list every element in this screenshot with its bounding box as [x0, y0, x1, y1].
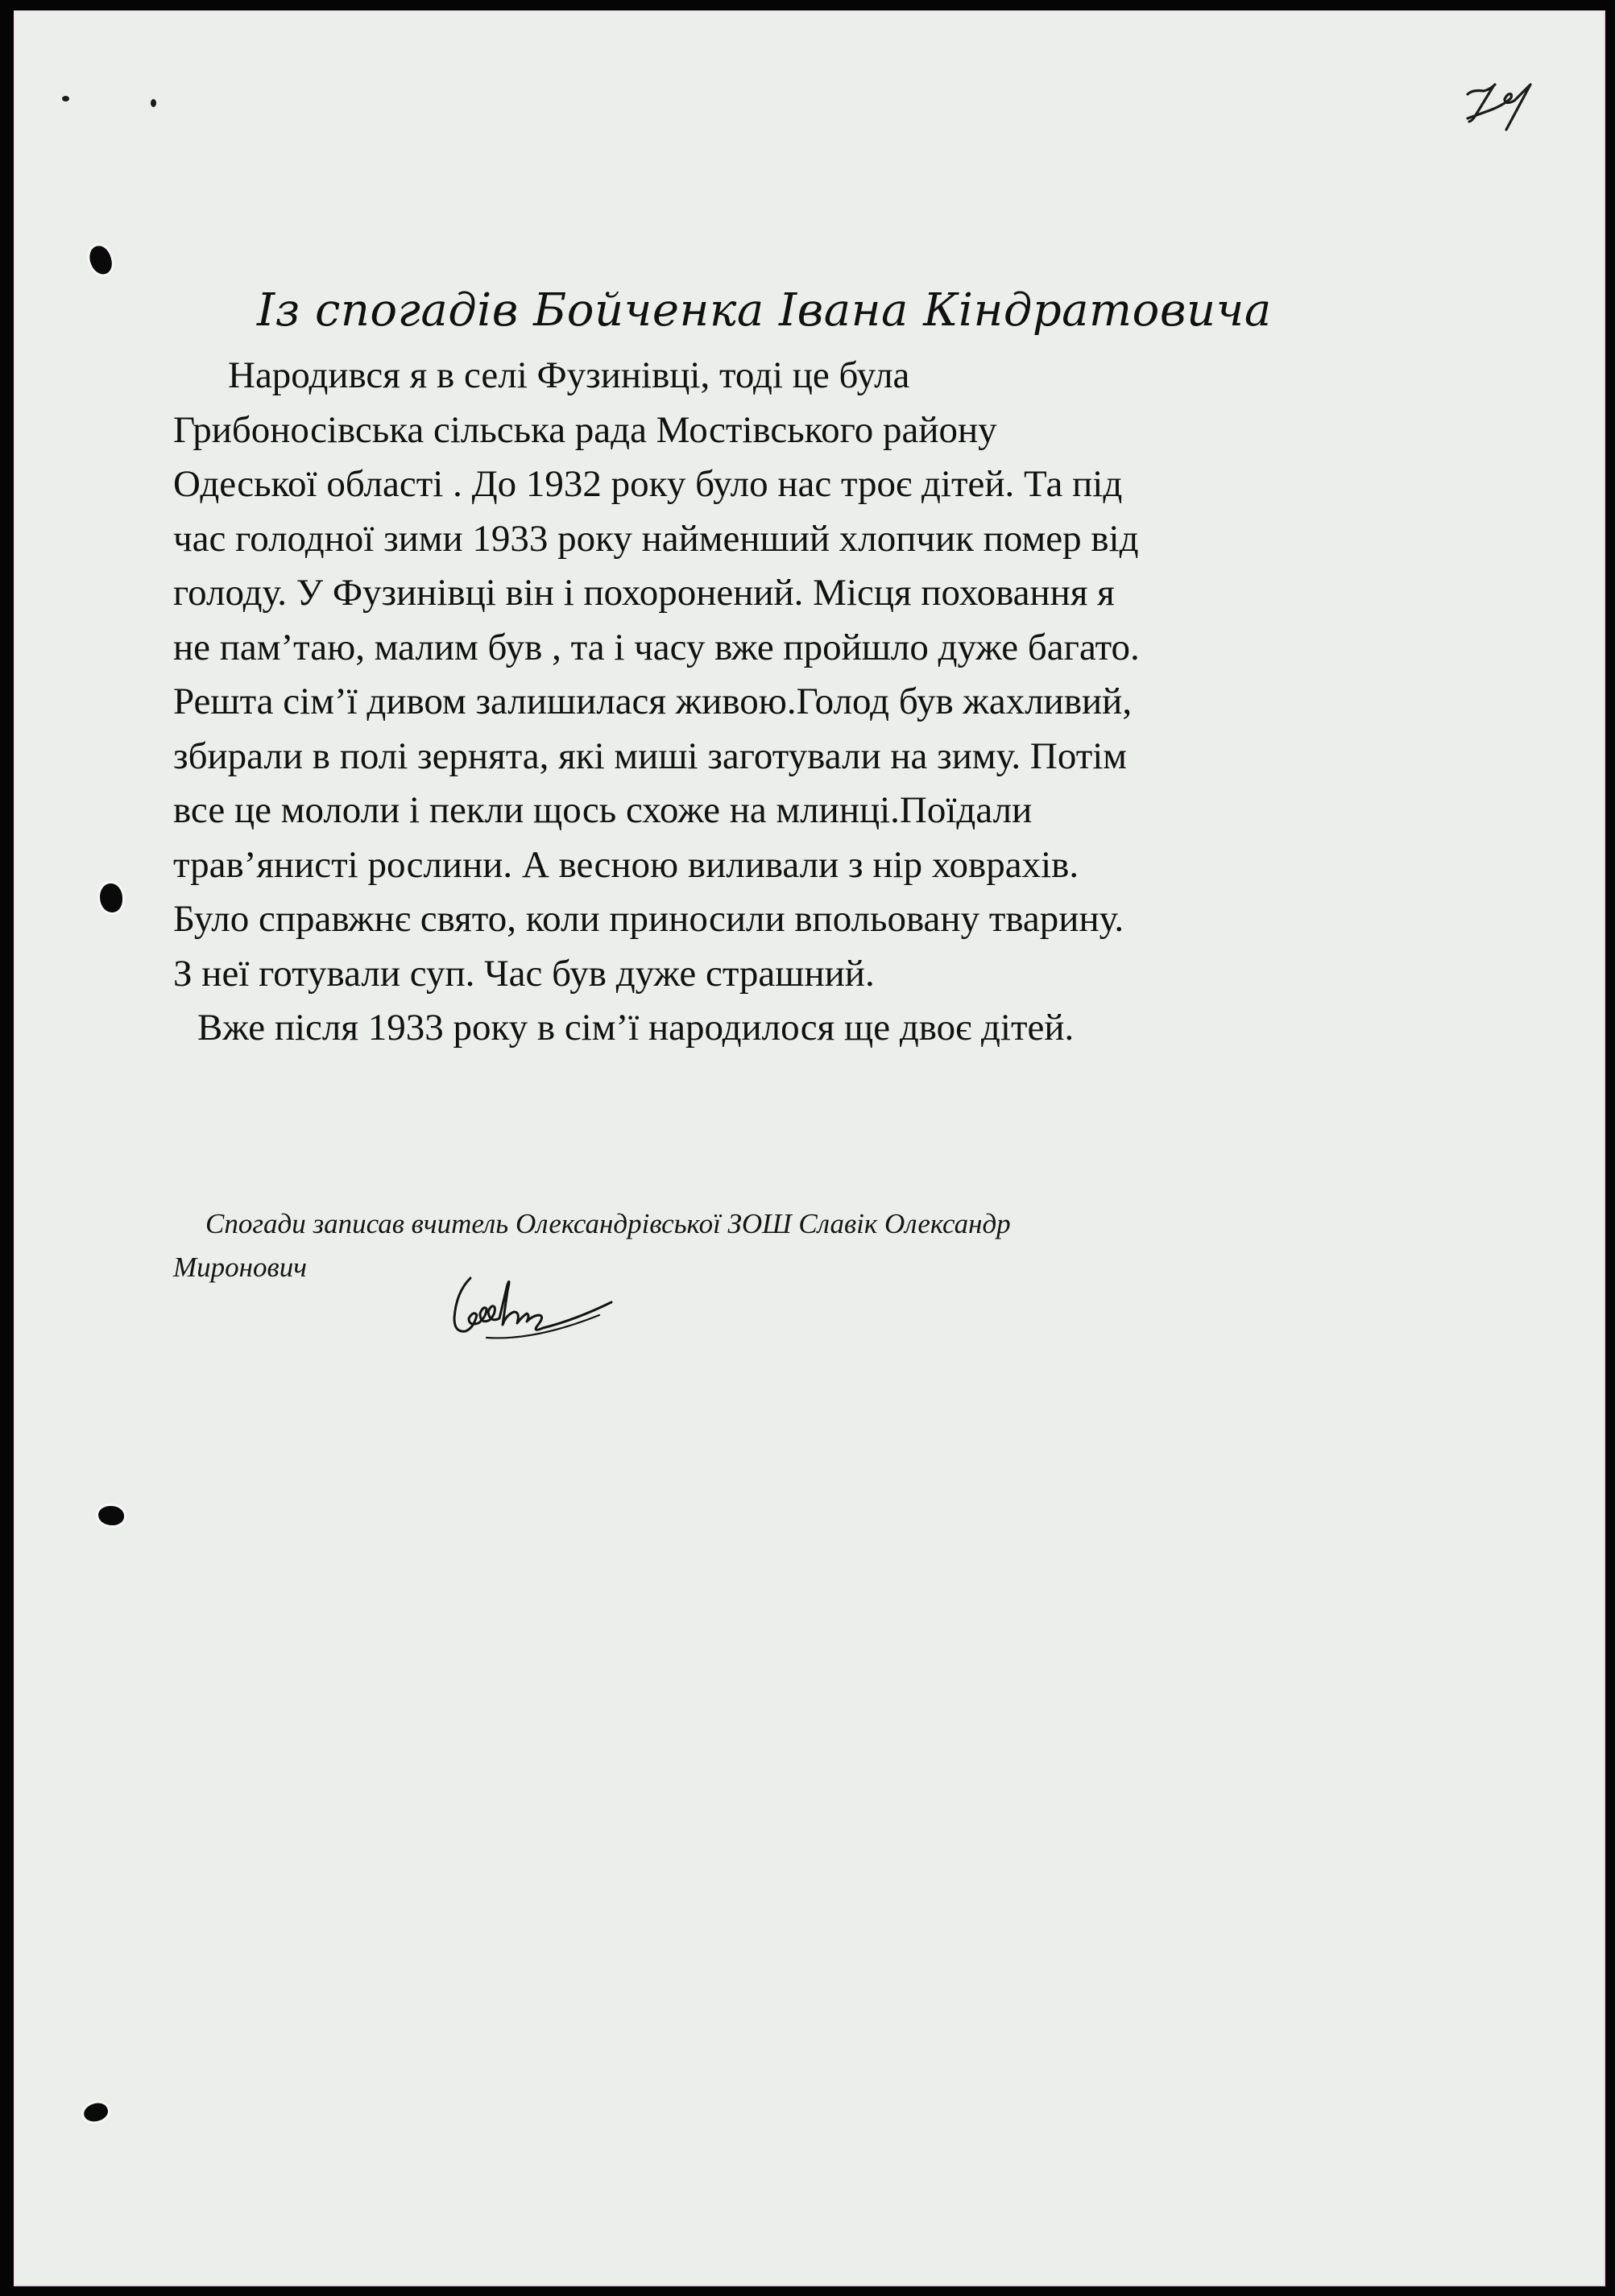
- hole-punch: [81, 2100, 110, 2125]
- credit-line: Спогади записав вчитель Олександрівської ЗОШ Славік Олександр: [205, 1208, 1011, 1239]
- paragraph-line: час голодної зими 1933 року найменший хлопчик помер від: [173, 517, 1139, 560]
- credit-line: Миронович: [173, 1251, 307, 1283]
- signature: [438, 1268, 632, 1357]
- paragraph-line: Було справжнє свято, коли приносили впольовану тварину.: [173, 898, 1124, 940]
- closing-line: Вже після 1933 року в сім’ї народилося ще двоє дітей.: [197, 1007, 1075, 1049]
- paragraph-line: трав’янисті рослини. А весною виливали з нір ховрахів.: [173, 843, 1079, 886]
- page-number-handwritten: [1461, 77, 1550, 133]
- paragraph-line: збирали в полі зернята, які миші заготували на зиму. Потім: [173, 734, 1128, 777]
- paragraph-line: З неї готували суп. Час був дуже страшний.: [173, 952, 875, 995]
- paragraph-line: голоду. У Фузинівці він і похоронений. Місця поховання я: [173, 572, 1115, 614]
- paragraph-line: Решта сім’ї дивом залишилася живою.Голод був жахливий,: [173, 681, 1133, 722]
- speck-mark: [151, 99, 156, 107]
- hole-punch: [98, 1506, 124, 1525]
- recorder-credit: [173, 1202, 1381, 1289]
- hole-punch: [100, 883, 122, 912]
- hole-punch: [87, 243, 114, 277]
- paragraph-line: не пам’таю, малим був , та і часу вже пройшло дуже багато.: [173, 626, 1140, 668]
- speck-mark: [62, 96, 69, 101]
- paragraph-line: Одеської області . До 1932 року було нас троє дітей. Та під: [173, 463, 1123, 505]
- document-page: [14, 10, 1605, 2286]
- paragraph-line: Грибоносівська сільська рада Мостівського району: [173, 408, 997, 451]
- paragraph-line: Народився я в селі Фузинівці, тоді це була: [228, 354, 910, 396]
- paragraph-line: все це мололи і пекли щось схоже на млинці.Поїдали: [173, 789, 1033, 831]
- memoir-paragraph: [173, 349, 1414, 1056]
- document-title: Із спогадів Бойченка Івана Кіндратовича: [257, 284, 1272, 337]
